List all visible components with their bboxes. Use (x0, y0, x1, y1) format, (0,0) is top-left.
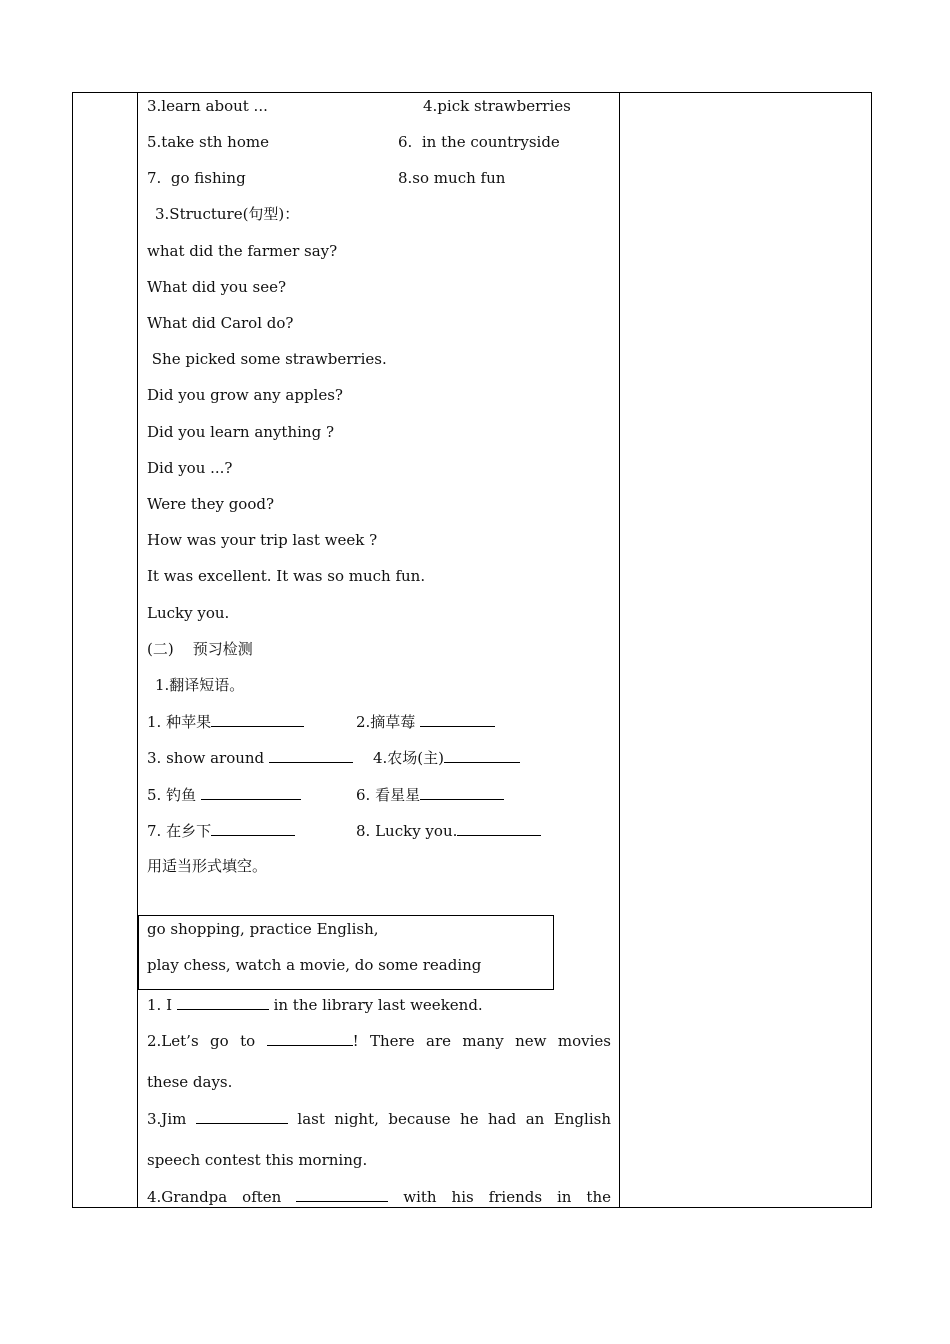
exercise-4: 4.Grandpa often with his friends in the (147, 1188, 611, 1206)
exercise-1: 1. I in the library last weekend. (147, 996, 483, 1014)
word-box-line-1: go shopping, practice English, (147, 920, 379, 938)
answer-blank[interactable] (177, 995, 269, 1010)
vocab-item-8: 8.so much fun (398, 169, 506, 187)
answer-blank[interactable] (444, 748, 520, 763)
structure-line: She picked some strawberries. (147, 350, 387, 368)
exercise-2: 2.Let’s go to ! There are many new movies (147, 1032, 611, 1050)
phrase-2: 2.摘草莓 (356, 712, 495, 731)
structure-line: It was excellent. It was so much fun. (147, 567, 426, 585)
answer-blank[interactable] (267, 1031, 353, 1046)
structure-line: How was your trip last week ? (147, 531, 378, 549)
section-title: (二) 预习检测 (147, 640, 253, 658)
vocab-item-5: 5.take sth home (147, 133, 269, 151)
vocab-item-4: 4.pick strawberries (423, 97, 571, 115)
phrase-7: 7. 在乡下 (147, 821, 295, 840)
answer-blank[interactable] (269, 748, 353, 763)
structure-line: What did you see? (147, 278, 287, 296)
structure-line: Were they good? (147, 495, 275, 513)
answer-blank[interactable] (457, 821, 541, 836)
structure-line: Did you ...? (147, 459, 233, 477)
answer-blank[interactable] (211, 712, 304, 727)
answer-blank[interactable] (296, 1187, 388, 1202)
structure-line: What did Carol do? (147, 314, 294, 332)
phrase-3: 3. show around (147, 748, 353, 767)
phrase-1: 1. 种苹果 (147, 712, 304, 731)
answer-blank[interactable] (420, 785, 504, 800)
structure-line: Lucky you. (147, 604, 230, 622)
vocab-item-6: 6. in the countryside (398, 133, 560, 151)
word-box-line-2: play chess, watch a movie, do some reading (147, 956, 482, 974)
answer-blank[interactable] (201, 785, 301, 800)
vocab-item-3: 3.learn about ... (147, 97, 268, 115)
task-1-heading: 1.翻译短语。 (155, 676, 245, 694)
structure-line: what did the farmer say? (147, 242, 338, 260)
phrase-8: 8. Lucky you. (356, 821, 541, 840)
structure-line: Did you grow any apples? (147, 386, 343, 404)
phrase-4: 4.农场(主) (373, 748, 520, 767)
phrase-5: 5. 钓鱼 (147, 785, 301, 804)
column-divider-left (137, 92, 138, 1208)
structure-line: Did you learn anything ? (147, 423, 334, 441)
structure-heading: 3.Structure(句型)： (155, 205, 300, 223)
exercise-3-cont: speech contest this morning. (147, 1151, 368, 1169)
vocab-item-7: 7. go fishing (147, 169, 246, 187)
exercise-3: 3.Jim last night, because he had an English (147, 1110, 611, 1128)
task-2-heading: 用适当形式填空。 (147, 857, 268, 875)
column-divider-right (619, 92, 620, 1208)
exercise-2-cont: these days. (147, 1073, 233, 1091)
answer-blank[interactable] (196, 1109, 288, 1124)
phrase-6: 6. 看星星 (356, 785, 504, 804)
answer-blank[interactable] (211, 821, 295, 836)
answer-blank[interactable] (420, 712, 495, 727)
